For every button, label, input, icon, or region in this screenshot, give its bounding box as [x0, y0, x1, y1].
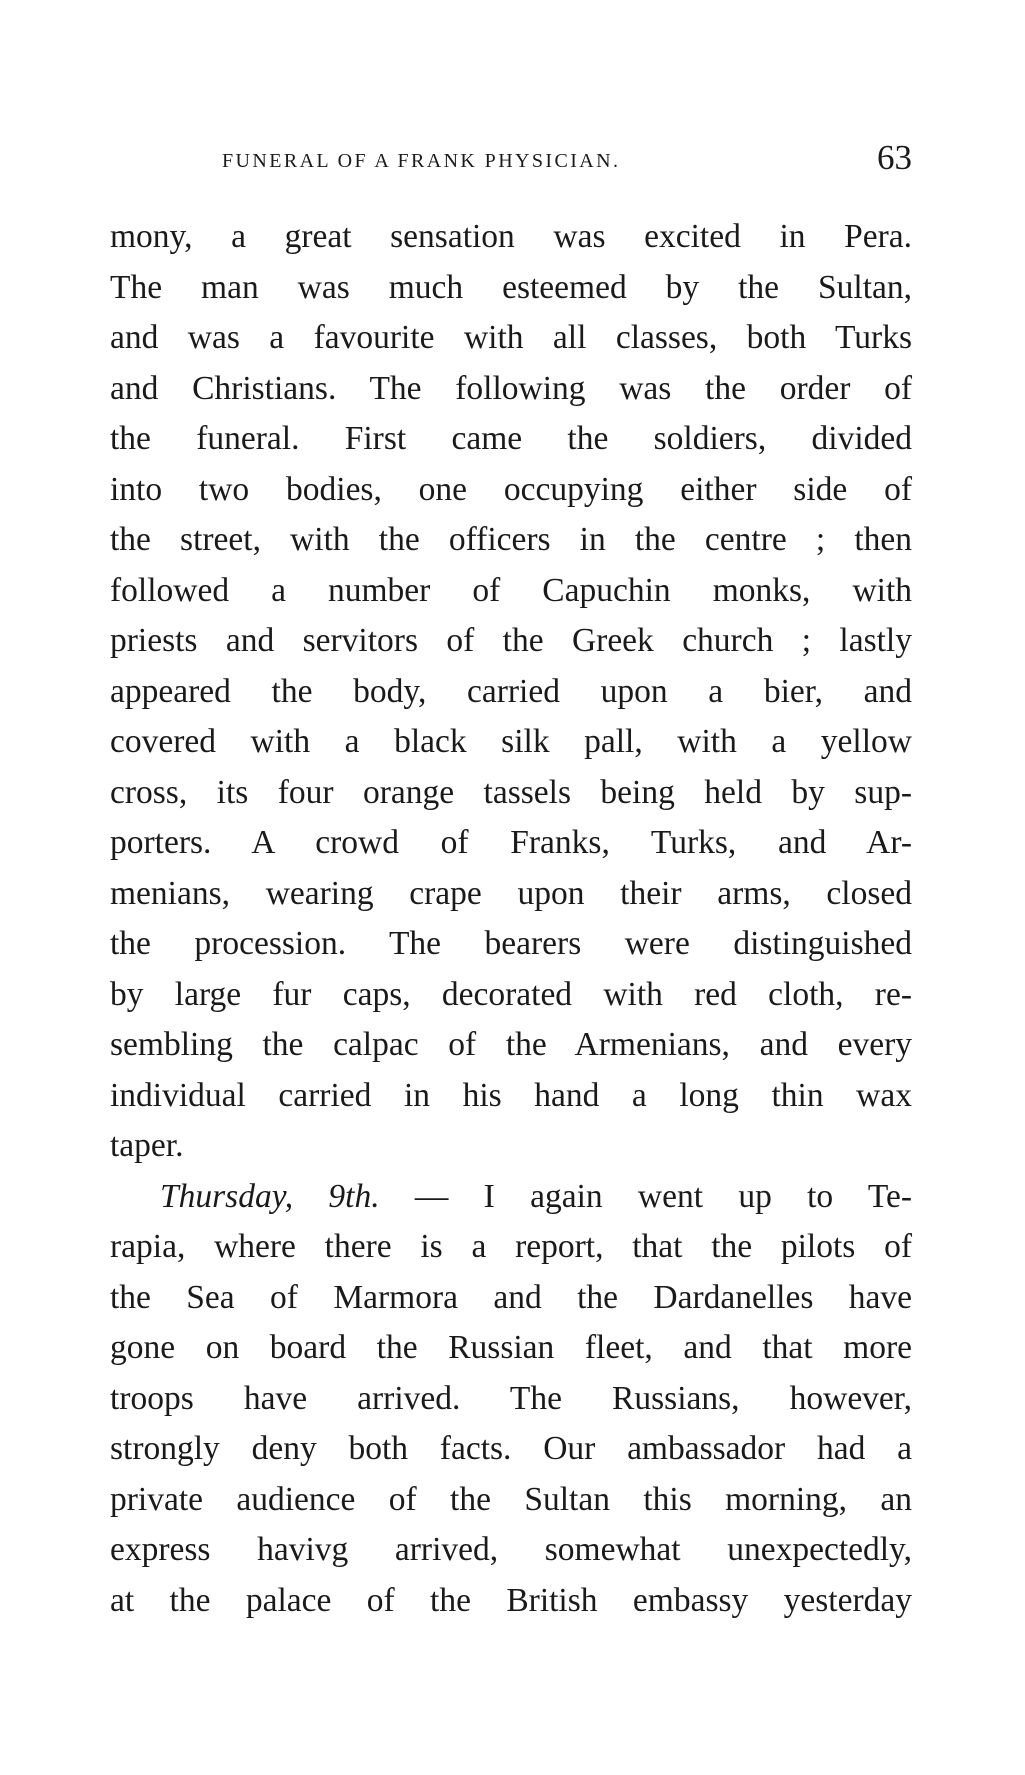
text-line: priests and servitors of the Greek church ; lastly [110, 622, 912, 659]
running-title: FUNERAL OF A FRANK PHYSICIAN. [222, 150, 621, 172]
date-label: Thursday, 9th. [160, 1177, 380, 1215]
text-line: by large fur caps, decorated with red cloth, re- [110, 975, 912, 1013]
text-line: individual carried in his hand a long thin wax [110, 1076, 912, 1114]
text-line: taper. [110, 1127, 184, 1164]
text-line: porters. A crowd of Franks, Turks, and Ar- [110, 824, 912, 861]
text-run: — I again went up to Te- [379, 1177, 912, 1215]
running-header [222, 138, 912, 186]
text-line: appeared the body, carried upon a bier, and [110, 672, 912, 710]
text-line: followed a number of Capuchin monks, with [110, 571, 912, 609]
text-line: sembling the calpac of the Armenians, and every [110, 1026, 912, 1063]
paragraph [110, 212, 912, 1172]
text-line: troops have arrived. The Russians, however, [110, 1379, 912, 1417]
text-line: into two bodies, one occupying either side of [110, 470, 912, 508]
text-line: and Christians. The following was the order of [110, 369, 912, 407]
text-line: private audience of the Sultan this morning, an [110, 1480, 912, 1518]
body-text [110, 212, 912, 1626]
paragraph [110, 1172, 912, 1627]
text-line: the street, with the officers in the centre ; then [110, 521, 912, 558]
text-line: rapia, where there is a report, that the pilots of [110, 1228, 912, 1265]
text-line: strongly deny both facts. Our ambassador had a [110, 1430, 912, 1467]
page-number: 63 [877, 138, 912, 177]
text-line: the procession. The bearers were distinguished [110, 925, 912, 962]
text-line: cross, its four orange tassels being held by sup- [110, 773, 912, 811]
text-line: the Sea of Marmora and the Dardanelles have [110, 1278, 912, 1316]
text-line: covered with a black silk pall, with a yellow [110, 723, 912, 760]
text-line: express havivg arrived, somewhat unexpectedly, [110, 1531, 912, 1568]
text-line: gone on board the Russian fleet, and that more [110, 1329, 912, 1366]
text-line: the funeral. First came the soldiers, divided [110, 420, 912, 457]
text-line: and was a favourite with all classes, both Turks [110, 319, 912, 356]
text-line: at the palace of the British embassy yesterday [110, 1581, 912, 1619]
text-line: menians, wearing crape upon their arms, closed [110, 874, 912, 912]
text-line: The man was much esteemed by the Sultan, [110, 268, 912, 306]
text-line [110, 1172, 912, 1223]
text-line: mony, a great sensation was excited in Pera. [110, 218, 912, 255]
